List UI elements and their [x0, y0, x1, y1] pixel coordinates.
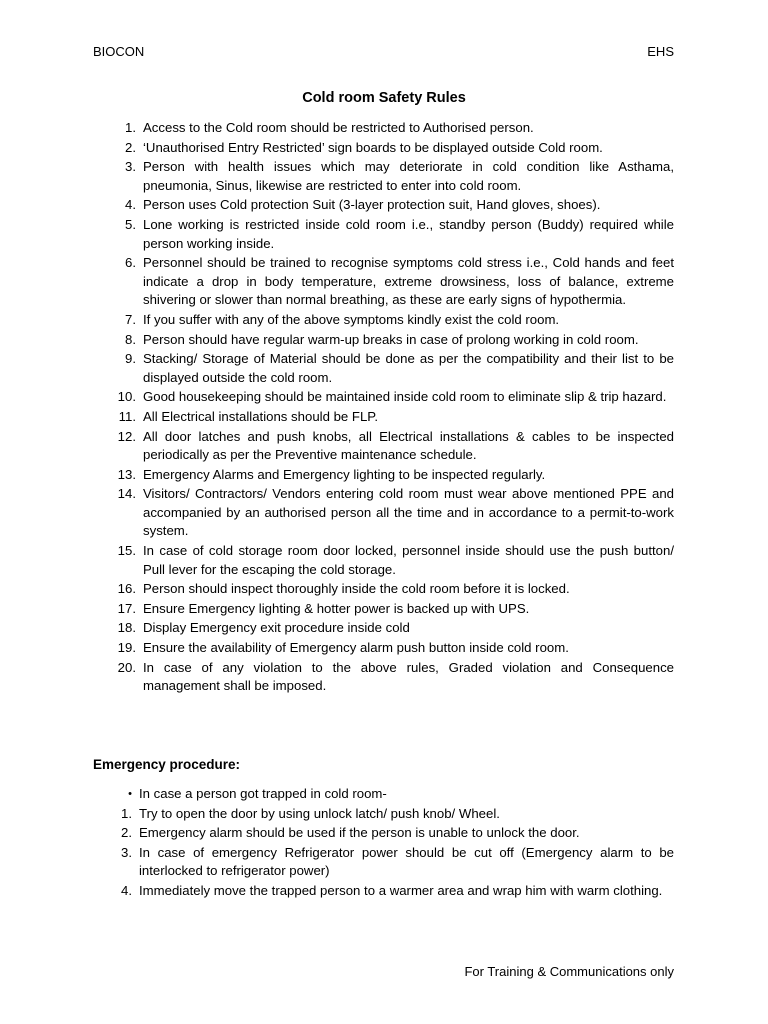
rule-text: Person with health issues which may deteriorate in cold condition like Asthama, pneumonia, Sinus, likewise are restricted to enter into cold room. — [143, 159, 674, 193]
step-text: Emergency alarm should be used if the person is unable to unlock the door. — [139, 825, 580, 841]
step-text: Immediately move the trapped person to a warmer area and wrap him with warm clothing. — [139, 882, 663, 898]
rule-number: 8. — [125, 331, 136, 347]
rule-item — [93, 600, 674, 619]
rule-item — [93, 311, 674, 330]
rule-text: Good housekeeping should be maintained inside cold room to eliminate slip & trip hazard. — [143, 389, 667, 405]
rule-item — [93, 158, 674, 195]
rule-number: 3. — [125, 159, 136, 175]
rule-text: Person should inspect thoroughly inside the cold room before it is locked. — [143, 581, 570, 597]
rule-number: 1. — [125, 120, 136, 135]
rule-number: 11. — [118, 408, 136, 424]
step-number: 2. — [121, 825, 132, 841]
rule-text: Person should have regular warm-up breaks in case of prolong working in cold room. — [143, 331, 639, 347]
rule-text: All Electrical installations should be FLP. — [143, 408, 379, 424]
rule-item — [93, 216, 674, 253]
rule-item — [93, 466, 674, 485]
emergency-step — [93, 824, 674, 843]
header-department: EHS — [647, 44, 674, 59]
rule-text: In case of cold storage room door locked, personnel inside should use the push button/ Pull lever for the escaping the cold storage. — [143, 543, 674, 577]
rule-text: Emergency Alarms and Emergency lighting to be inspected regularly. — [143, 466, 546, 482]
rule-item — [93, 254, 674, 310]
emergency-procedure-list — [93, 785, 674, 902]
rule-item — [93, 388, 674, 407]
rule-item — [93, 485, 674, 541]
rule-number: 4. — [125, 197, 136, 213]
emergency-step — [93, 805, 674, 824]
rule-text: All door latches and push knobs, all Electrical installations & cables to be inspected periodically as per the Preventive maintenance schedule. — [143, 428, 674, 463]
emergency-bullet-item — [93, 785, 674, 804]
rule-item — [93, 542, 674, 579]
rule-text: ‘Unauthorised Entry Restricted’ sign boards to be displayed outside Cold room. — [143, 139, 603, 155]
rule-item — [93, 428, 674, 465]
rule-number: 15. — [117, 543, 136, 559]
rule-number: 14. — [117, 486, 136, 502]
rule-number: 19. — [117, 640, 136, 656]
rule-number: 16. — [117, 581, 136, 597]
rule-text: Ensure Emergency lighting & hotter power is backed up with UPS. — [143, 600, 530, 616]
emergency-step — [93, 882, 674, 901]
rule-item — [93, 619, 674, 638]
step-text: In case of emergency Refrigerator power should be cut off (Emergency alarm to be interlocked to refrigerator power) — [139, 844, 674, 879]
footer-note: For Training & Communications only — [464, 964, 674, 979]
step-number: 1. — [121, 805, 132, 821]
rule-number: 10. — [117, 389, 136, 405]
rule-item — [93, 196, 674, 215]
rule-number: 12. — [117, 428, 136, 444]
rule-number: 5. — [125, 216, 136, 232]
rule-text: Access to the Cold room should be restricted to Authorised person. — [143, 120, 534, 135]
rule-text: Display Emergency exit procedure inside cold — [143, 620, 410, 636]
bullet-icon: • — [128, 788, 132, 800]
rule-item — [93, 350, 674, 387]
emergency-bullet-text: In case a person got trapped in cold room- — [139, 786, 387, 801]
rule-text: Lone working is restricted inside cold room i.e., standby person (Buddy) required while person working inside. — [143, 216, 674, 251]
emergency-step — [93, 844, 674, 881]
rule-number: 17. — [117, 600, 136, 616]
step-number: 3. — [121, 844, 132, 860]
rule-item — [93, 659, 674, 696]
rule-number: 18. — [117, 620, 136, 636]
rule-text: Stacking/ Storage of Material should be done as per the compatibility and their list to be displayed outside the cold room. — [143, 351, 674, 385]
header-company: BIOCON — [93, 44, 145, 59]
rule-number: 7. — [125, 311, 136, 327]
rule-item — [93, 139, 674, 158]
rule-item — [93, 580, 674, 599]
emergency-heading: Emergency procedure: — [93, 757, 241, 772]
step-number: 4. — [121, 882, 132, 898]
rule-text: Ensure the availability of Emergency alarm push button inside cold room. — [143, 640, 569, 656]
rules-list — [93, 119, 674, 697]
rule-number: 2. — [125, 139, 136, 155]
rule-number: 9. — [125, 351, 136, 367]
rule-item — [93, 408, 674, 427]
page-title: Cold room Safety Rules — [302, 90, 466, 106]
step-text: Try to open the door by using unlock latch/ push knob/ Wheel. — [139, 805, 500, 821]
rule-number: 20. — [117, 659, 136, 675]
rule-text: Visitors/ Contractors/ Vendors entering cold room must wear above mentioned PPE and accompanied by an authorised person all the time and in accordance to a permit-to-work system. — [143, 486, 674, 539]
rule-item — [93, 119, 674, 138]
rule-text: In case of any violation to the above rules, Graded violation and Consequence management shall be imposed. — [143, 659, 674, 694]
rule-text: Person uses Cold protection Suit (3-layer protection suit, Hand gloves, shoes). — [143, 197, 601, 213]
rule-text: If you suffer with any of the above symptoms kindly exist the cold room. — [143, 311, 560, 327]
rule-number: 6. — [125, 255, 136, 271]
rule-item — [93, 331, 674, 350]
rule-item — [93, 639, 674, 658]
rule-number: 13. — [117, 466, 136, 482]
rule-text: Personnel should be trained to recognise symptoms cold stress i.e., Cold hands and feet indicate a drop in body temperature, extreme drowsiness, loss of balance, extreme shivering or slower than normal breathing, as these are early signs of hypothermia. — [143, 255, 674, 308]
